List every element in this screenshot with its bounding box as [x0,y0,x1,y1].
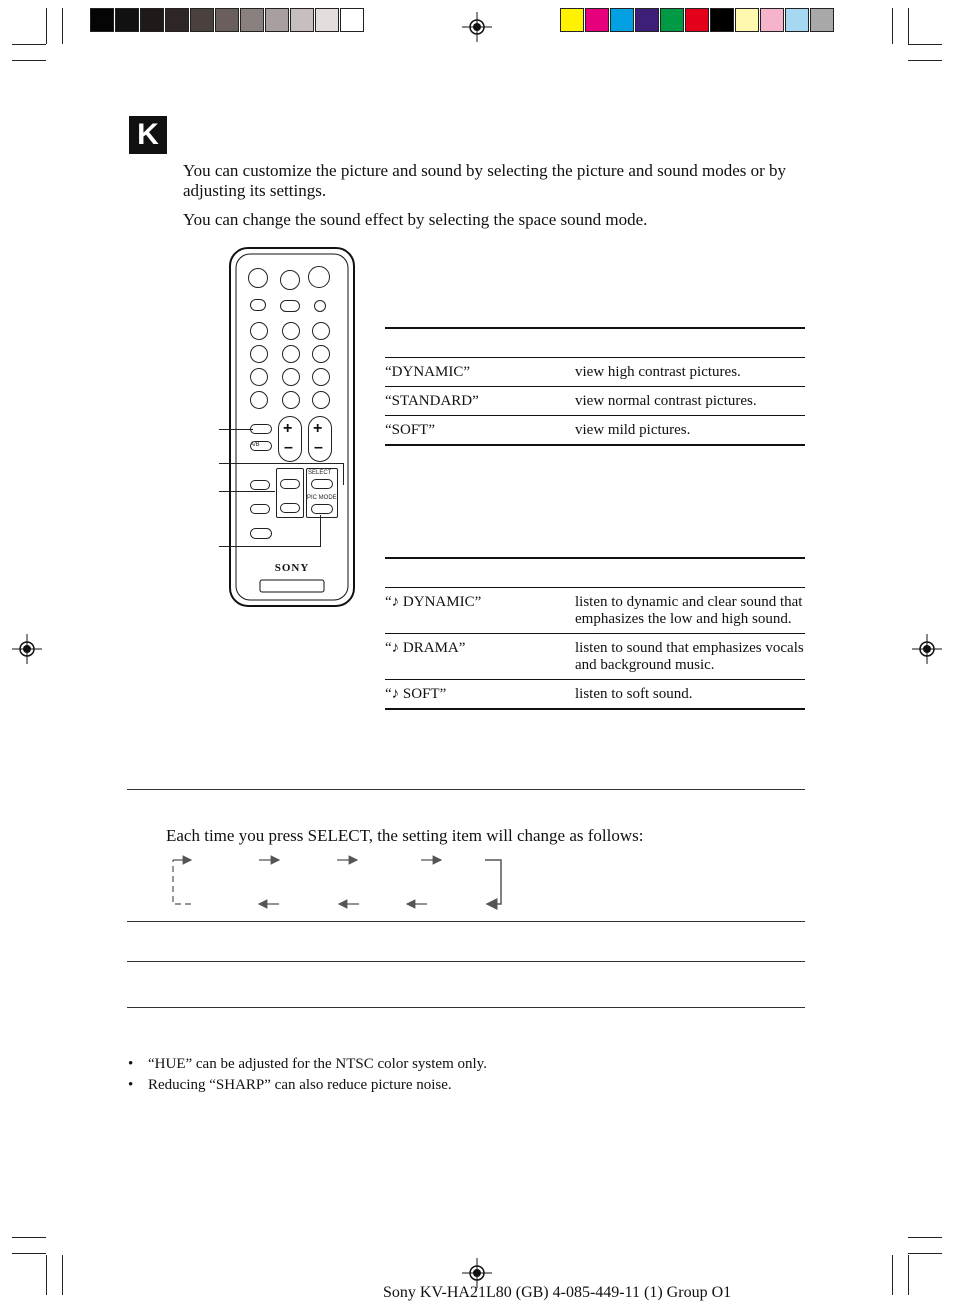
section-divider [127,961,805,962]
intro-paragraph-1: You can customize the picture and sound by selecting the picture and sound modes or by adjusting its settings. [183,161,787,200]
sound-mode-name: “♪ DRAMA” [385,640,466,656]
section-divider [127,921,805,922]
color-swatch [785,8,809,32]
table-row [385,680,805,710]
menu-button [250,528,272,539]
number-button-6 [312,345,330,363]
table-row [385,634,805,680]
gray-swatch [115,8,139,32]
remote-brand-logo: SONY [274,562,310,574]
select-button [311,479,333,489]
color-swatch [735,8,759,32]
adjust-plus-button [280,479,300,489]
sleep-button [250,504,270,514]
sound-mode-desc: listen to soft sound. [575,686,693,702]
color-swatch [660,8,684,32]
number-button-4 [250,345,268,363]
picture-mode-name: “STANDARD” [385,393,479,409]
color-swatch [710,8,734,32]
gray-swatch [315,8,339,32]
power-button [308,266,330,288]
volume-rocker: + – [278,416,302,462]
registration-mark-icon [462,12,492,42]
mute-button [248,268,268,288]
grayscale-calibration-bar [90,8,365,34]
adjust-minus-button [280,503,300,513]
teletext-button [250,299,266,311]
number-button-7 [250,368,268,386]
section-letter-badge: K [129,116,167,154]
color-swatch [635,8,659,32]
notes-list [128,1054,487,1096]
jump-button [312,391,330,409]
color-swatch [610,8,634,32]
pic-mode-button [311,504,333,514]
picture-mode-desc: view mild pictures. [575,422,691,438]
picture-mode-name: “DYNAMIC” [385,364,470,380]
gray-swatch [90,8,114,32]
adjust-block [276,468,304,518]
note-text: “HUE” can be adjusted for the NTSC color system only. [148,1056,487,1072]
select-label: SELECT [308,470,332,476]
color-swatch [760,8,784,32]
section-divider [127,789,805,790]
remote-control-illustration [228,246,356,608]
sound-table-header [385,559,805,588]
picture-table-header [385,329,805,358]
picture-mode-desc: view normal contrast pictures. [575,393,757,409]
program-rocker: + – [308,416,332,462]
display-button [280,270,300,290]
table-row [385,416,805,446]
picture-mode-name: “SOFT” [385,422,435,438]
select-instruction: Each time you press SELECT, the setting item will change as follows: [166,826,644,845]
digit-mode-button [250,391,268,409]
gray-swatch [290,8,314,32]
number-button-1 [250,322,268,340]
number-button-9 [312,368,330,386]
timer-button [250,480,270,490]
picture-mode-desc: view high contrast pictures. [575,364,741,380]
color-calibration-bar [560,8,835,34]
table-row [385,588,805,634]
number-button-0 [282,391,300,409]
blank-button [314,300,326,312]
sound-mode-desc: listen to sound that emphasizes vocals and background music. [575,640,804,673]
sound-mode-desc: listen to dynamic and clear sound that emphasizes the low and high sound. [575,594,803,627]
gray-swatch [165,8,189,32]
number-button-8 [282,368,300,386]
table-row [385,358,805,387]
registration-mark-icon [912,634,942,664]
sound-mode-name: “♪ SOFT” [385,686,447,702]
list-item: • “HUE” can be adjusted for the NTSC color system only. [128,1054,487,1075]
sound-mode-button [250,424,272,434]
picture-mode-table [385,327,805,446]
number-button-5 [282,345,300,363]
number-button-3 [312,322,330,340]
intro-paragraph-2: You can change the sound effect by selecting the space sound mode. [183,210,648,229]
print-footer: Sony KV-HA21L80 (GB) 4-085-449-11 (1) Group O1 [383,1284,732,1301]
color-swatch [585,8,609,32]
gray-swatch [190,8,214,32]
sound-mode-name: “♪ DYNAMIC” [385,594,482,610]
select-block [306,468,338,518]
pic-mode-label: PIC MODE [307,495,337,501]
gray-swatch [265,8,289,32]
gray-swatch [215,8,239,32]
setting-cycle-diagram [165,852,515,912]
gray-swatch [340,8,364,32]
table-row [385,387,805,416]
number-button-2 [282,322,300,340]
color-swatch [810,8,834,32]
color-swatch [560,8,584,32]
gray-swatch [140,8,164,32]
section-divider [127,1007,805,1008]
ab-label: A/B [250,442,260,448]
color-swatch [685,8,709,32]
list-item: • Reducing “SHARP” can also reduce picture noise. [128,1075,487,1096]
registration-mark-icon [12,634,42,664]
sound-mode-table [385,557,805,710]
gray-swatch [240,8,264,32]
note-text: Reducing “SHARP” can also reduce picture noise. [148,1077,452,1093]
input-button [280,300,300,312]
